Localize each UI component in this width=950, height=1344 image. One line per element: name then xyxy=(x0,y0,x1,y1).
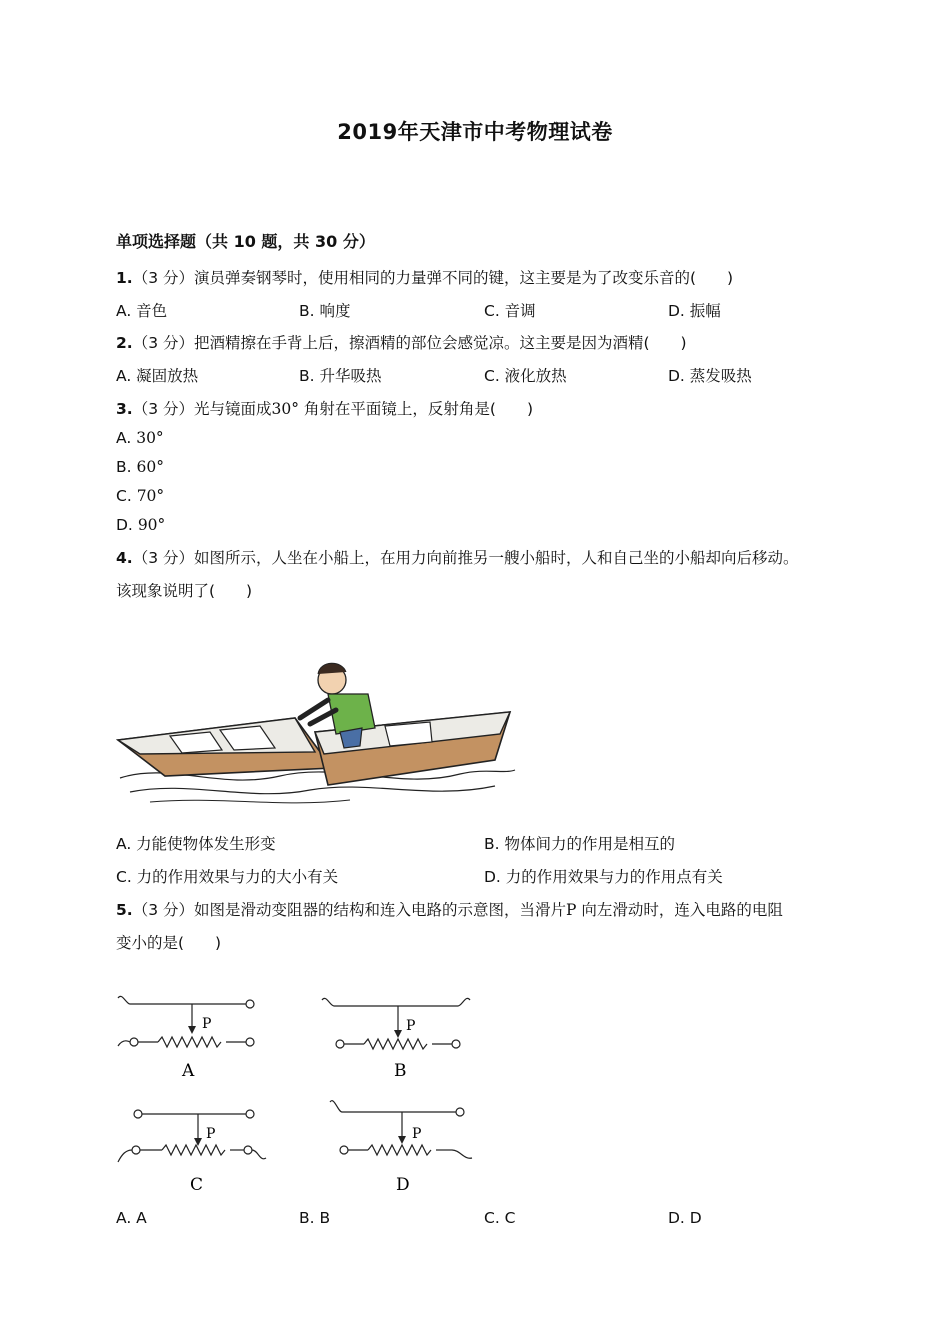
question-text: （3 分）光与镜面成 xyxy=(132,400,272,418)
q5-option-a: A. A xyxy=(116,1209,147,1227)
figure-label: B xyxy=(394,1061,407,1081)
q4-option-c: C. 力的作用效果与力的大小有关 xyxy=(116,868,339,886)
question-number: 2. xyxy=(116,334,133,352)
q2-option-b: B. 升华吸热 xyxy=(299,367,382,385)
question-3-stem xyxy=(116,397,533,419)
question-text-end: 角射在平面镜上，反射角是( ) xyxy=(298,400,533,418)
question-5-stem xyxy=(116,898,783,920)
rheostat-figure-b xyxy=(318,994,478,1086)
q2-option-a: A. 凝固放热 xyxy=(116,367,199,385)
q1-option-d: D. 振幅 xyxy=(668,302,721,320)
q3-option-b: B. 60° xyxy=(116,458,164,476)
figure-label: C xyxy=(190,1175,204,1195)
q3-option-a: A. 30° xyxy=(116,429,164,447)
q4-option-b: B. 物体间力的作用是相互的 xyxy=(484,835,675,853)
figure-label: A xyxy=(182,1061,195,1081)
question-text: （3 分）如图是滑动变阻器的结构和连入电路的示意图，当滑片 xyxy=(132,901,566,919)
figure-label: D xyxy=(396,1175,410,1195)
slider-label: P xyxy=(202,1016,212,1032)
rheostat-figure-a xyxy=(112,990,272,1082)
q5-option-c: C. C xyxy=(484,1209,516,1227)
rheostat-figure-d xyxy=(322,1098,482,1196)
boats-illustration xyxy=(110,650,520,810)
question-4-stem-line2: 该现象说明了( ) xyxy=(116,582,253,600)
rheostat-figure-c xyxy=(112,1104,272,1196)
q2-option-d: D. 蒸发吸热 xyxy=(668,367,752,385)
question-text: （3 分）把酒精擦在手背上后，擦酒精的部位会感觉凉。这主要是因为酒精( ) xyxy=(132,334,687,352)
question-4-stem xyxy=(116,546,798,568)
q1-option-a: A. 音色 xyxy=(116,302,168,320)
question-2-stem xyxy=(116,331,687,353)
q2-option-c: C. 液化放热 xyxy=(484,367,567,385)
q4-option-d: D. 力的作用效果与力的作用点有关 xyxy=(484,868,723,886)
question-text: （3 分）演员弹奏钢琴时，使用相同的力量弹不同的键，这主要是为了改变乐音的( ) xyxy=(132,269,734,287)
q3-option-c: C. 70° xyxy=(116,487,165,505)
slider-label: P xyxy=(412,1126,422,1142)
q3-option-d: D. 90° xyxy=(116,516,166,534)
slider-label: P xyxy=(206,1126,216,1142)
question-text-end: 向左滑动时，连入电路的电阻 xyxy=(576,901,783,919)
question-number: 1. xyxy=(116,269,133,287)
q5-option-d: D. D xyxy=(668,1209,702,1227)
q4-option-a: A. 力能使物体发生形变 xyxy=(116,835,276,853)
slider-label: P xyxy=(406,1018,416,1034)
question-number: 4. xyxy=(116,549,133,567)
page-title: 2019年天津市中考物理试卷 xyxy=(337,120,613,144)
q1-option-c: C. 音调 xyxy=(484,302,536,320)
slider-p: P xyxy=(565,901,577,919)
q1-option-b: B. 响度 xyxy=(299,302,351,320)
question-number: 3. xyxy=(116,400,133,418)
question-5-stem-line2: 变小的是( ) xyxy=(116,934,222,952)
section-heading: 单项选择题（共 10 题，共 30 分） xyxy=(116,232,375,251)
q5-option-b: B. B xyxy=(299,1209,331,1227)
angle-value: 30° xyxy=(271,400,299,418)
question-number: 5. xyxy=(116,901,133,919)
question-text: （3 分）如图所示，人坐在小船上，在用力向前推另一艘小船时，人和自己坐的小船却向后移动。 xyxy=(132,549,799,567)
question-1-stem xyxy=(116,266,733,288)
